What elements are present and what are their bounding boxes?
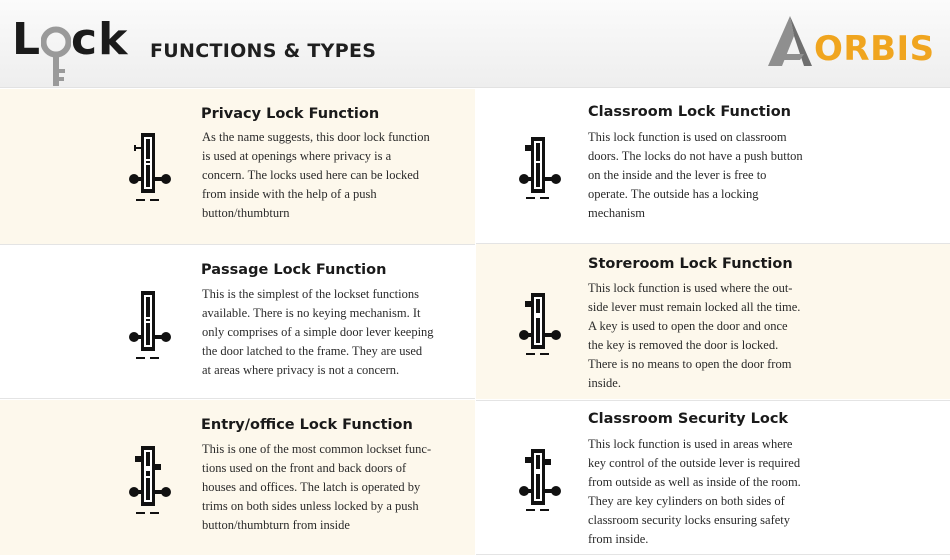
- card-desc-line: button/thumbturn: [202, 206, 290, 220]
- card-desc-line: They are key cylinders on both sides of: [588, 494, 785, 508]
- card-desc-line: from inside.: [588, 532, 649, 546]
- card-desc-line: inside.: [588, 376, 621, 390]
- card-title: Passage Lock Function: [201, 262, 387, 278]
- card-desc-line: This is one of the most common lockset func-: [202, 442, 432, 456]
- header: [0, 0, 950, 88]
- card-desc-line: operate. The outside has a locking: [588, 187, 759, 201]
- card-desc-line: key control of the outside lever is required: [588, 456, 801, 470]
- card-desc-line: There is no means to open the door from: [588, 357, 792, 371]
- card-desc-line: classroom security locks ensuring safety: [588, 513, 791, 527]
- card-desc-line: doors. The locks do not have a push button: [588, 149, 803, 163]
- card-classroom-security: [476, 400, 950, 555]
- card-desc-line: This lock function is used in areas where: [588, 437, 793, 451]
- card-title: Classroom Lock Function: [588, 104, 791, 120]
- brand-o-slot: [41, 23, 71, 57]
- card-desc-line: This is the simplest of the lockset functions: [202, 287, 419, 301]
- card-desc-line: button/thumbturn from inside: [202, 518, 350, 532]
- privacy-lock-icon: [126, 131, 176, 203]
- classroom-lock-icon: [516, 135, 566, 201]
- card-desc-line: mechanism: [588, 206, 645, 220]
- brand-word-end: ck: [71, 14, 129, 65]
- card-storeroom: [476, 244, 950, 399]
- logo-text: ORBIS: [814, 29, 935, 69]
- classroom-security-lock-icon: [516, 447, 566, 513]
- passage-lock-icon: [126, 289, 176, 361]
- card-title: Classroom Security Lock: [588, 411, 789, 427]
- card-desc-line: from inside with the help of a push: [202, 187, 377, 201]
- card-desc-line: side lever must remain locked all the time.: [588, 300, 801, 314]
- card-desc-line: the door latched to the frame. They are used: [202, 344, 423, 358]
- card-desc-line: concern. The locks used here can be locked: [202, 168, 420, 182]
- card-desc-line: houses and offices. The latch is operated by: [202, 480, 421, 494]
- key-icon: [41, 25, 71, 89]
- header-subtitle: FUNCTIONS & TYPES: [150, 40, 377, 62]
- brand-word: [12, 14, 129, 65]
- card-desc-line: This lock function is used on classroom: [588, 130, 787, 144]
- card-privacy: [0, 89, 475, 244]
- card-title: Privacy Lock Function: [201, 106, 380, 122]
- card-desc-line: is used at openings where privacy is a: [202, 149, 392, 163]
- card-classroom: [476, 89, 950, 244]
- brand-word-start: L: [12, 14, 42, 65]
- card-title: Entry/office Lock Function: [201, 417, 413, 433]
- card-desc-line: tions used on the front and back doors of: [202, 461, 407, 475]
- entry-office-lock-icon: [126, 444, 176, 516]
- card-desc-line: This lock function is used where the out-: [588, 281, 793, 295]
- card-desc-line: the key is removed the door is locked.: [588, 338, 779, 352]
- card-desc-line: A key is used to open the door and once: [588, 319, 788, 333]
- card-desc-line: on the inside and the lever is free to: [588, 168, 767, 182]
- card-desc-line: only comprises of a simple door lever keeping: [202, 325, 434, 339]
- card-title: Storeroom Lock Function: [588, 256, 793, 272]
- card-entry-office: [0, 400, 475, 555]
- storeroom-lock-icon: [516, 291, 566, 357]
- card-desc-line: As the name suggests, this door lock function: [202, 130, 430, 144]
- card-desc-line: at areas where privacy is not a concern.: [202, 363, 400, 377]
- card-passage: [0, 244, 475, 399]
- card-desc-line: trims on both sides unless locked by a push: [202, 499, 419, 513]
- card-desc-line: available. There is no keying mechanism. It: [202, 306, 421, 320]
- orbis-logo: [764, 14, 934, 72]
- card-desc-line: from outside as well as inside of the room.: [588, 475, 801, 489]
